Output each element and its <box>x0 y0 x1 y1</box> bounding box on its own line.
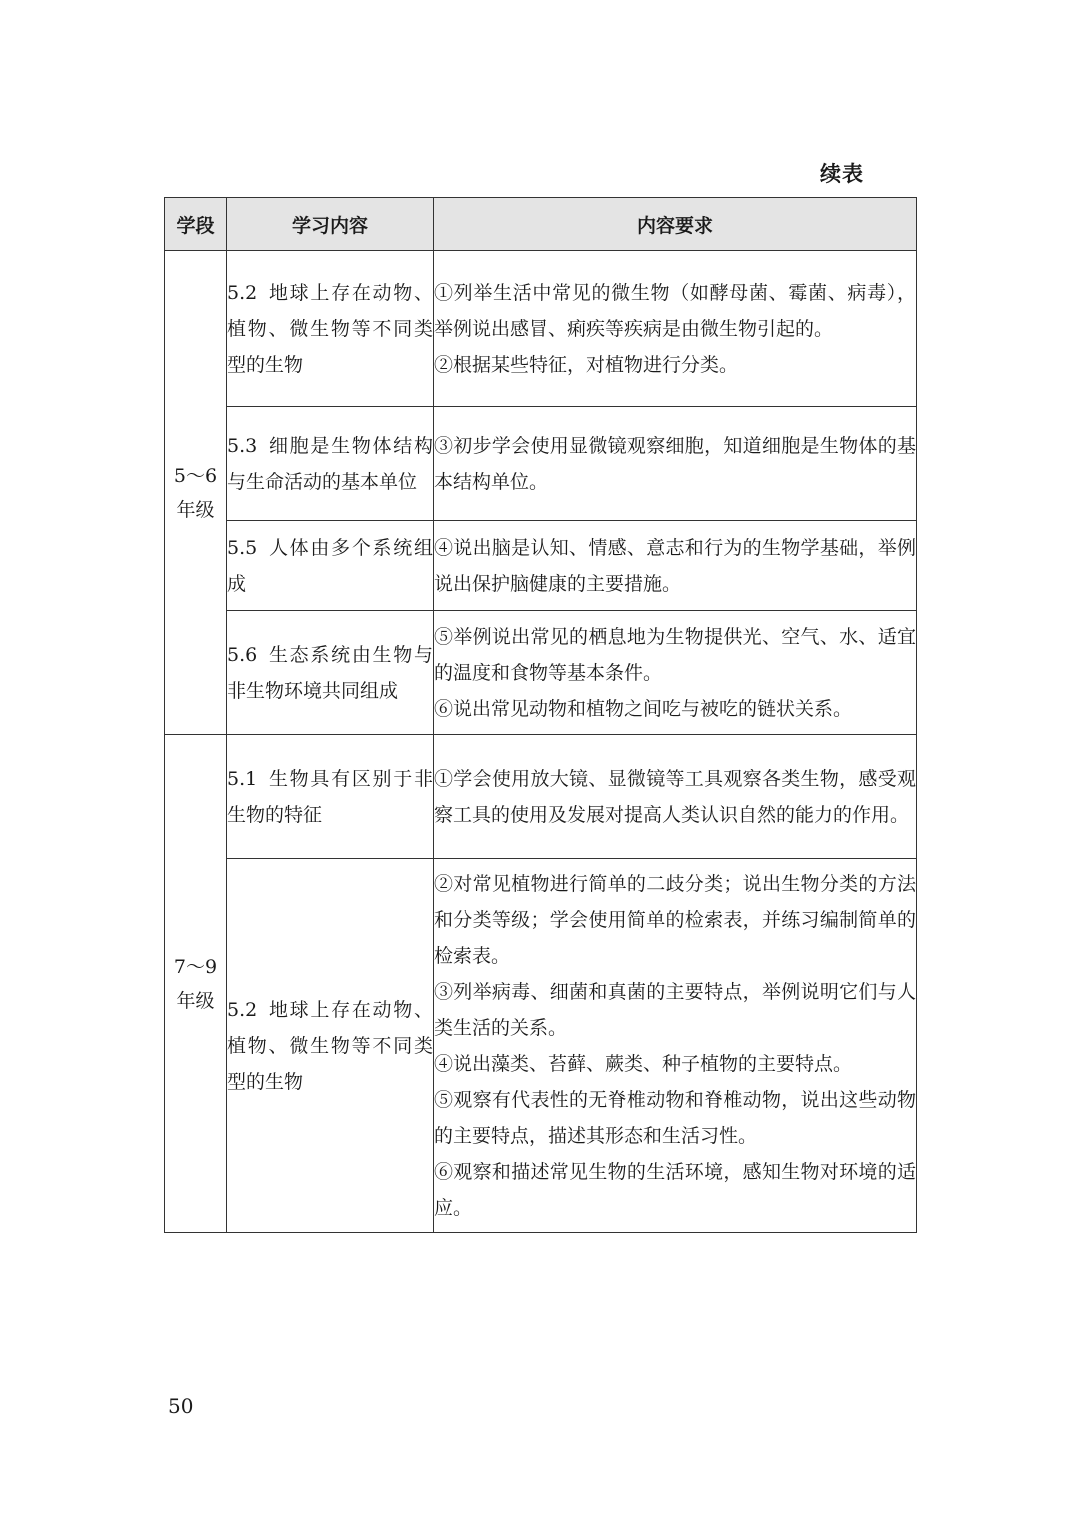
requirement-item: ③列举病毒、细菌和真菌的主要特点，举例说明它们与人类生活的关系。 <box>434 980 916 1039</box>
requirement-item: ⑤观察有代表性的无脊椎动物和脊椎动物，说出这些动物的主要特点，描述其形态和生活习性。 <box>434 1088 916 1147</box>
topic-text: 生物具有区别于非生物的特征 <box>227 767 433 826</box>
topic-cell <box>227 611 434 735</box>
requirement-item: ⑥说出常见动物和植物之间吃与被吃的链状关系。 <box>434 697 853 720</box>
topic-text: 人体由多个系统组成 <box>227 536 433 595</box>
topic-number: 5.6 <box>227 643 258 666</box>
table-row <box>165 407 917 521</box>
requirement-item: ④说出藻类、苔藓、蕨类、种子植物的主要特点。 <box>434 1052 853 1075</box>
stage-label: 5～6 年级 <box>173 464 218 521</box>
topic-text: 生态系统由生物与非生物环境共同组成 <box>227 643 433 702</box>
table-row <box>165 521 917 611</box>
requirement-item: ⑥观察和描述常见生物的生活环境，感知生物对环境的适应。 <box>434 1160 916 1219</box>
requirement-item: ②对常见植物进行简单的二歧分类；说出生物分类的方法和分类等级；学会使用简单的检索表，并练习编制简单的检索表。 <box>434 872 916 967</box>
topic-text: 细胞是生物体结构与生命活动的基本单位 <box>227 434 433 493</box>
continued-label: 续表 <box>820 162 864 186</box>
topic-cell <box>227 407 434 521</box>
topic-cell <box>227 859 434 1233</box>
topic-number: 5.5 <box>227 536 258 559</box>
header-requirements: 内容要求 <box>434 198 917 251</box>
requirements-cell <box>434 735 917 859</box>
requirements-cell <box>434 859 917 1233</box>
requirement-item: ①学会使用放大镜、显微镜等工具观察各类生物，感受观察工具的使用及发展对提高人类认识自然的能力的作用。 <box>434 767 916 826</box>
requirements-cell <box>434 611 917 735</box>
topic-text: 地球上存在动物、植物、微生物等不同类型的生物 <box>227 998 433 1093</box>
stage-label: 7～9 年级 <box>173 955 218 1012</box>
topic-number: 5.1 <box>227 767 258 790</box>
requirement-item: ①列举生活中常见的微生物（如酵母菌、霉菌、病毒），举例说出感冒、痢疾等疾病是由微生物引起的。 <box>434 281 916 340</box>
page-number: 50 <box>168 1394 194 1418</box>
requirement-item: ②根据某些特征，对植物进行分类。 <box>434 353 739 376</box>
table-row <box>165 859 917 1233</box>
requirements-cell <box>434 251 917 407</box>
table-row <box>165 611 917 735</box>
topic-number: 5.2 <box>227 998 258 1021</box>
stage-cell <box>165 735 227 1233</box>
table-row <box>165 251 917 407</box>
topic-number: 5.2 <box>227 281 258 304</box>
stage-cell <box>165 251 227 735</box>
topic-cell <box>227 251 434 407</box>
table-header-row <box>165 198 917 251</box>
requirements-cell <box>434 407 917 521</box>
requirements-cell <box>434 521 917 611</box>
requirement-item: ④说出脑是认知、情感、意志和行为的生物学基础，举例说出保护脑健康的主要措施。 <box>434 536 916 595</box>
header-stage: 学段 <box>165 198 227 251</box>
topic-number: 5.3 <box>227 434 258 457</box>
table-row <box>165 735 917 859</box>
header-content: 学习内容 <box>227 198 434 251</box>
curriculum-table <box>164 197 917 1233</box>
topic-cell <box>227 521 434 611</box>
requirement-item: ⑤举例说出常见的栖息地为生物提供光、空气、水、适宜的温度和食物等基本条件。 <box>434 625 916 684</box>
topic-cell <box>227 735 434 859</box>
requirement-item: ③初步学会使用显微镜观察细胞，知道细胞是生物体的基本结构单位。 <box>434 434 916 493</box>
topic-text: 地球上存在动物、植物、微生物等不同类型的生物 <box>227 281 433 376</box>
